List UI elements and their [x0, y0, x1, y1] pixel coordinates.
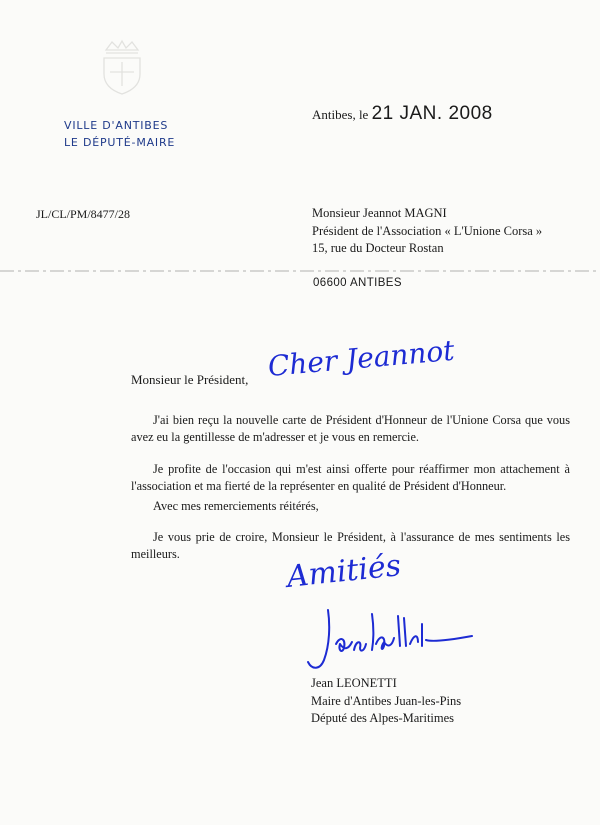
date-line — [312, 103, 493, 125]
letterhead-city: VILLE D'ANTIBES — [64, 119, 169, 132]
letterhead — [64, 117, 175, 151]
body-paragraph-1 — [131, 412, 570, 446]
body-paragraph-2 — [131, 461, 570, 495]
handwritten-signature-icon — [300, 604, 480, 676]
body-paragraph-4-text: Je vous prie de croire, Monsieur le Président, à l'assurance de mes sentiments les meilleurs. — [131, 530, 570, 561]
date-stamp: 21 JAN. 2008 — [371, 103, 493, 124]
date-prefix: Antibes, le — [312, 107, 372, 122]
body-paragraph-3 — [131, 498, 570, 515]
handwritten-closing: Amitiés — [285, 548, 403, 595]
salutation: Monsieur le Président, — [131, 372, 249, 387]
addressee-name: Monsieur Jeannot MAGNI — [312, 206, 447, 220]
body-paragraph-2-text: Je profite de l'occasion qui m'est ainsi offerte pour réaffirmer mon attachement à l'association et ma fierté de la représenter en qualité de Président d'Honneur. — [131, 462, 570, 493]
fold-line — [0, 268, 600, 274]
body-paragraph-1-text: J'ai bien reçu la nouvelle carte de Président d'Honneur de l'Unione Corsa que vous avez eu la gentillesse de m'adresser et je vous en remercie. — [131, 413, 570, 444]
addressee-title: Président de l'Association « L'Unione Corsa » — [312, 223, 543, 238]
signatory-role-mayor: Maire d'Antibes Juan-les-Pins — [311, 693, 462, 708]
letterhead-office: LE DÉPUTÉ-MAIRE — [64, 136, 176, 149]
signatory-block — [311, 675, 461, 728]
addressee-city: 06600 ANTIBES — [313, 277, 402, 289]
embossed-crest-icon — [96, 38, 148, 96]
body-paragraph-3-text: Avec mes remerciements réitérés, — [153, 499, 319, 513]
addressee-street: 15, rue du Docteur Rostan — [312, 241, 444, 255]
handwritten-greeting: Cher Jeannot — [266, 333, 456, 383]
reference-number: JL/CL/PM/8477/28 — [36, 207, 131, 221]
addressee-block — [312, 205, 542, 258]
signatory-name: Jean LEONETTI — [311, 676, 397, 690]
signatory-role-deputy: Député des Alpes-Maritimes — [311, 711, 455, 725]
